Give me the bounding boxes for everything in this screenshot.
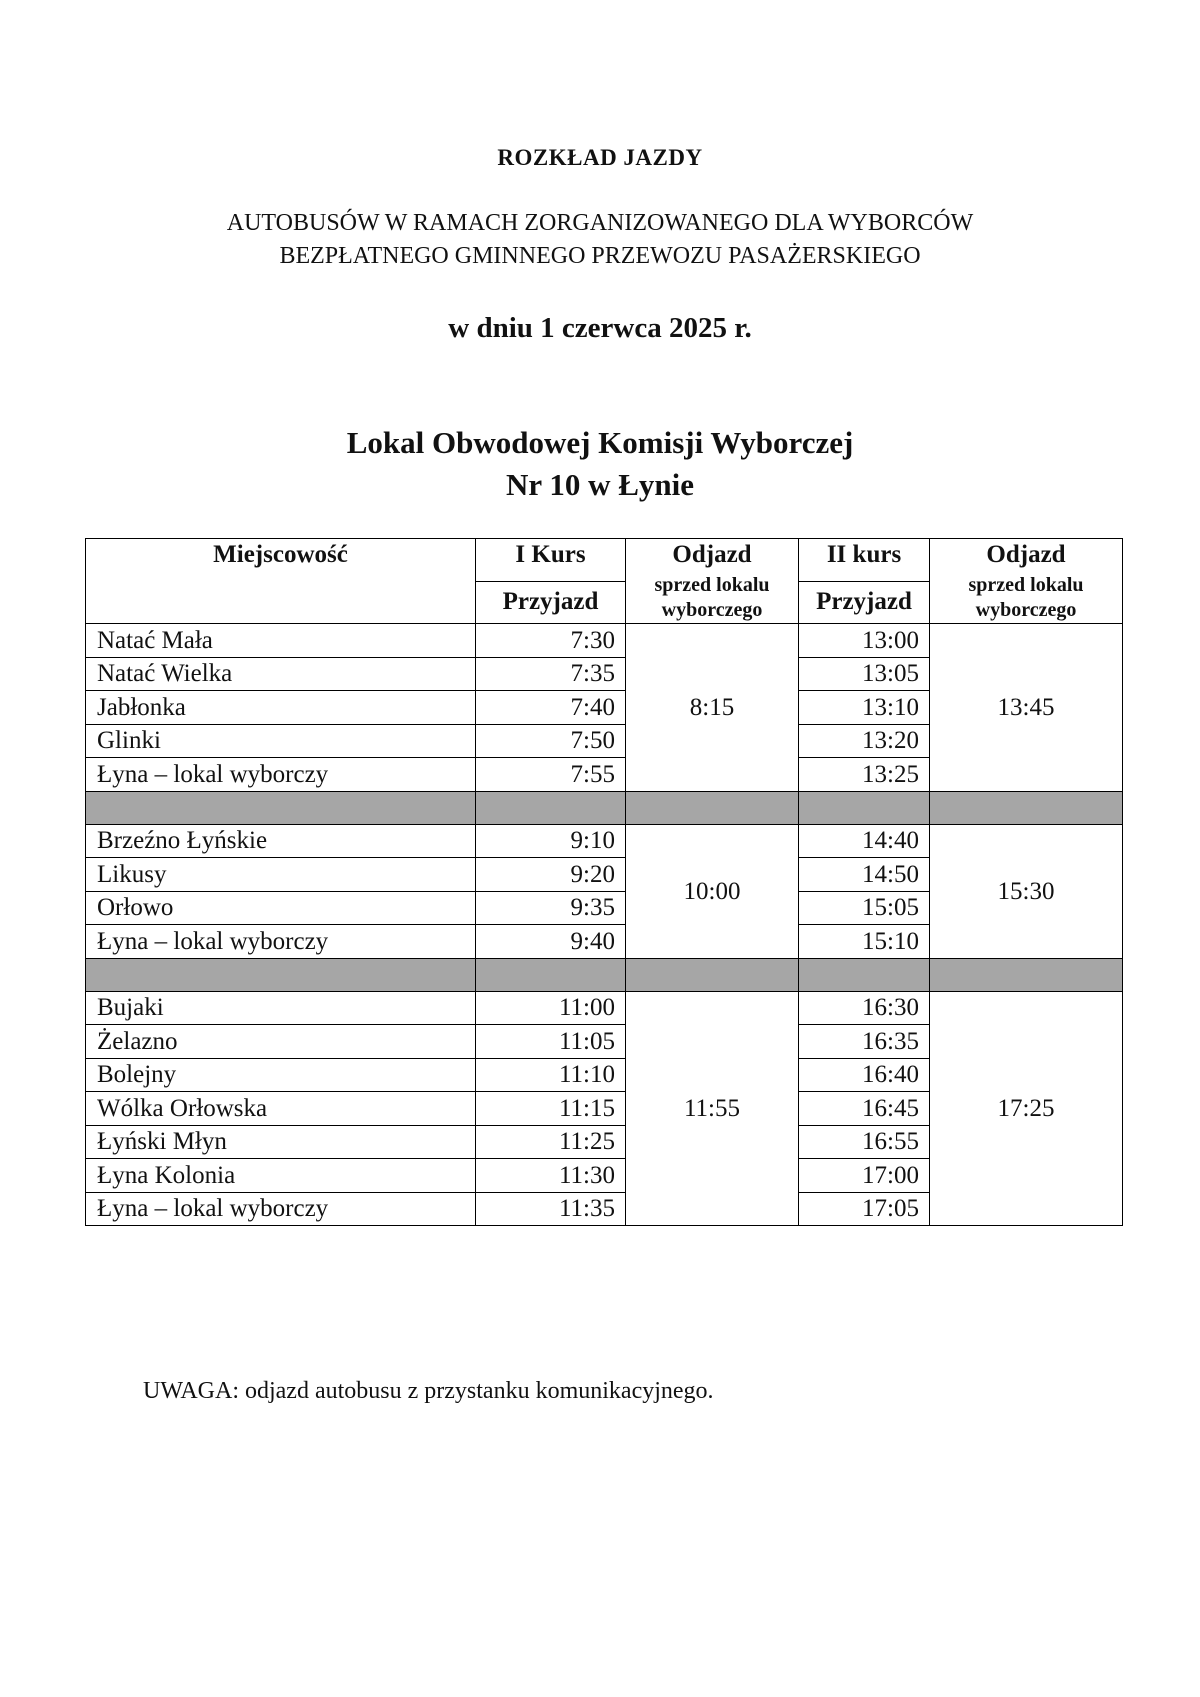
arrival-2-cell: 14:40 xyxy=(799,824,930,858)
arrival-2-cell: 13:20 xyxy=(799,724,930,758)
arrival-2-cell: 16:35 xyxy=(799,1025,930,1059)
separator-cell xyxy=(626,958,799,991)
arrival-1-cell: 11:25 xyxy=(476,1125,626,1159)
header-course-1-arrival: Przyjazd xyxy=(476,581,626,624)
arrival-1-cell: 11:00 xyxy=(476,991,626,1025)
separator-cell xyxy=(476,958,626,991)
header-departure-2-sub: sprzed lokalu wyborczego xyxy=(968,574,1084,621)
place-cell: Wólka Orłowska xyxy=(86,1092,476,1126)
arrival-2-cell: 16:40 xyxy=(799,1058,930,1092)
arrival-1-cell: 7:35 xyxy=(476,657,626,691)
separator-cell xyxy=(476,791,626,824)
arrival-2-cell: 15:10 xyxy=(799,925,930,959)
arrival-1-cell: 11:10 xyxy=(476,1058,626,1092)
separator-cell xyxy=(626,791,799,824)
departure-1-cell: 8:15 xyxy=(626,624,799,792)
arrival-1-cell: 11:30 xyxy=(476,1159,626,1193)
departure-2-cell: 15:30 xyxy=(930,824,1123,958)
arrival-1-cell: 11:15 xyxy=(476,1092,626,1126)
arrival-1-cell: 7:40 xyxy=(476,691,626,725)
place-cell: Orłowo xyxy=(86,891,476,925)
arrival-2-cell: 17:05 xyxy=(799,1192,930,1226)
place-cell: Łyński Młyn xyxy=(86,1125,476,1159)
place-cell: Żelazno xyxy=(86,1025,476,1059)
arrival-1-cell: 7:55 xyxy=(476,758,626,792)
document-title: ROZKŁAD JAZDY xyxy=(497,145,703,170)
arrival-2-cell: 13:05 xyxy=(799,657,930,691)
subtitle-line-1: AUTOBUSÓW W RAMACH ZORGANIZOWANEGO DLA WYBORCÓW xyxy=(226,210,974,236)
place-cell: Łyna – lokal wyborczy xyxy=(86,758,476,792)
departure-2-cell: 17:25 xyxy=(930,991,1123,1226)
arrival-2-cell: 13:10 xyxy=(799,691,930,725)
arrival-2-cell: 17:00 xyxy=(799,1159,930,1193)
arrival-2-cell: 14:50 xyxy=(799,858,930,892)
header-departure-1 xyxy=(626,539,799,624)
departure-1-cell: 10:00 xyxy=(626,824,799,958)
separator-cell xyxy=(930,791,1123,824)
arrival-1-cell: 11:35 xyxy=(476,1192,626,1226)
place-cell: Likusy xyxy=(86,858,476,892)
departure-2-cell: 13:45 xyxy=(930,624,1123,792)
header-course-1: I Kurs xyxy=(476,539,626,582)
timetable-body xyxy=(86,624,1123,1226)
arrival-1-cell: 9:20 xyxy=(476,858,626,892)
place-cell: Jabłonka xyxy=(86,691,476,725)
arrival-1-cell: 7:50 xyxy=(476,724,626,758)
arrival-1-cell: 9:35 xyxy=(476,891,626,925)
place-cell: Łyna – lokal wyborczy xyxy=(86,925,476,959)
arrival-2-cell: 13:00 xyxy=(799,624,930,658)
header-departure-2 xyxy=(930,539,1123,624)
place-cell: Łyna – lokal wyborczy xyxy=(86,1192,476,1226)
place-cell: Glinki xyxy=(86,724,476,758)
location-line-1: Lokal Obwodowej Komisji Wyborczej xyxy=(346,425,854,460)
arrival-1-cell: 11:05 xyxy=(476,1025,626,1059)
place-cell: Brzeźno Łyńskie xyxy=(86,824,476,858)
place-cell: Bujaki xyxy=(86,991,476,1025)
schedule-date: w dniu 1 czerwca 2025 r. xyxy=(448,312,752,344)
departure-1-cell: 11:55 xyxy=(626,991,799,1226)
separator-cell xyxy=(930,958,1123,991)
header-departure-2-label: Odjazd xyxy=(986,541,1066,568)
header-course-2-arrival: Przyjazd xyxy=(799,581,930,624)
location-line-2: Nr 10 w Łynie xyxy=(505,467,694,502)
place-cell: Łyna Kolonia xyxy=(86,1159,476,1193)
arrival-2-cell: 16:45 xyxy=(799,1092,930,1126)
group-separator xyxy=(86,958,1123,991)
header-departure-1-sub: sprzed lokalu wyborczego xyxy=(654,574,770,621)
group-separator xyxy=(86,791,1123,824)
table-row xyxy=(86,824,1123,858)
place-cell: Natać Mała xyxy=(86,624,476,658)
arrival-2-cell: 15:05 xyxy=(799,891,930,925)
arrival-1-cell: 9:10 xyxy=(476,824,626,858)
table-row xyxy=(86,624,1123,658)
place-cell: Bolejny xyxy=(86,1058,476,1092)
subtitle-line-2: BEZPŁATNEGO GMINNEGO PRZEWOZU PASAŻERSKIEGO xyxy=(279,243,921,269)
separator-cell xyxy=(86,958,476,991)
arrival-2-cell: 16:55 xyxy=(799,1125,930,1159)
separator-cell xyxy=(799,791,930,824)
header-course-2: II kurs xyxy=(799,539,930,582)
header-departure-1-label: Odjazd xyxy=(672,541,752,568)
table-row xyxy=(86,991,1123,1025)
footer-note: UWAGA: odjazd autobusu z przystanku komunikacyjnego. xyxy=(143,1378,714,1404)
arrival-2-cell: 16:30 xyxy=(799,991,930,1025)
arrival-2-cell: 13:25 xyxy=(799,758,930,792)
place-cell: Natać Wielka xyxy=(86,657,476,691)
arrival-1-cell: 7:30 xyxy=(476,624,626,658)
separator-cell xyxy=(799,958,930,991)
separator-cell xyxy=(86,791,476,824)
header-place: Miejscowość xyxy=(86,539,476,624)
arrival-1-cell: 9:40 xyxy=(476,925,626,959)
timetable xyxy=(85,538,1123,1226)
